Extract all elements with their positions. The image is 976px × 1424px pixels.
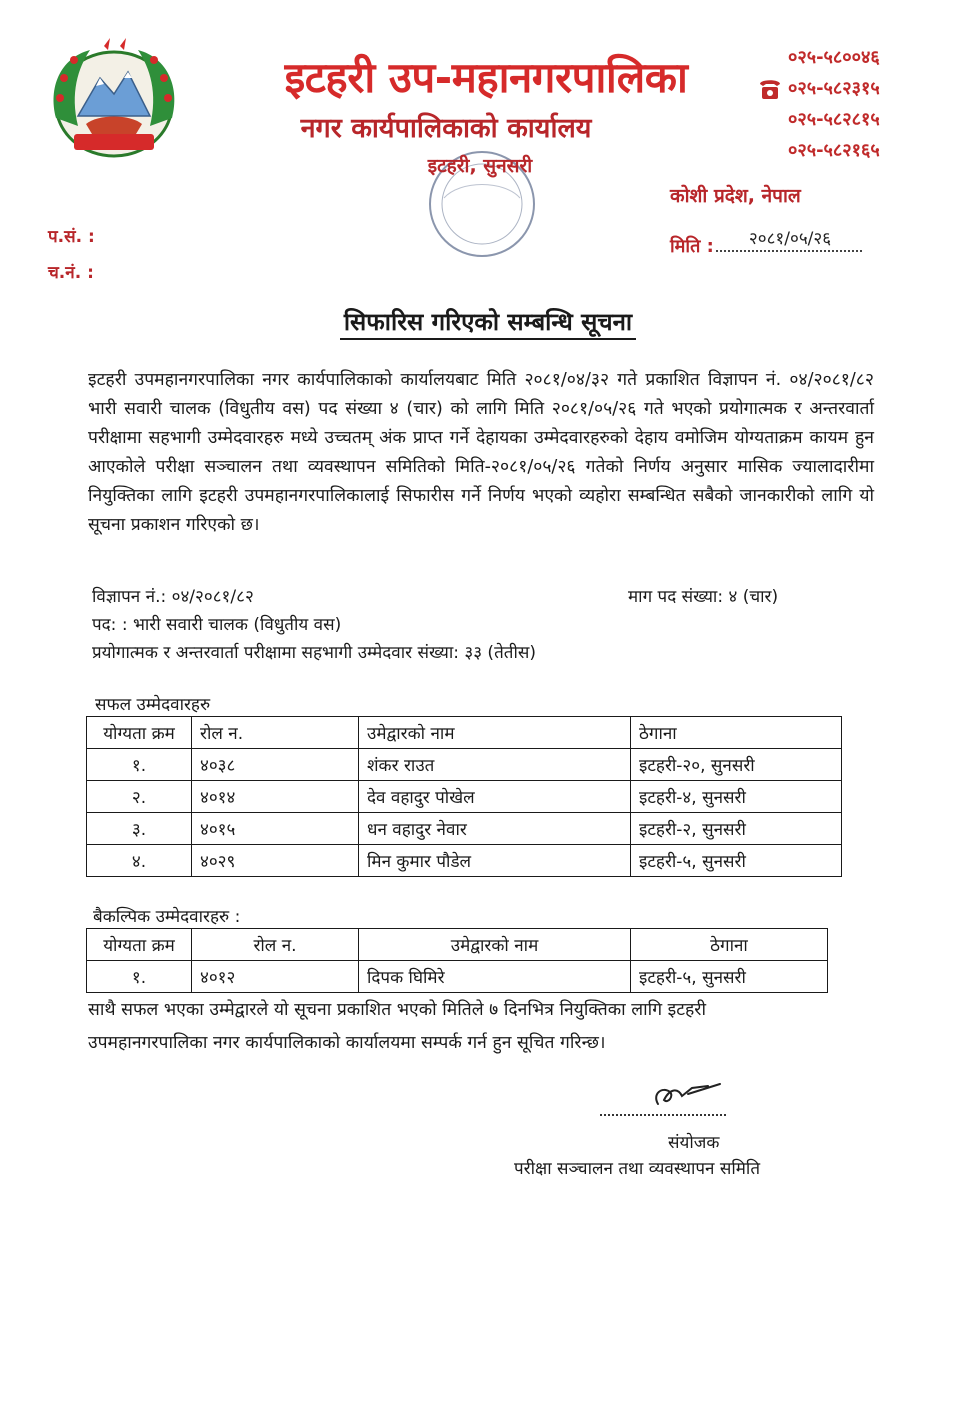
handwritten-signature — [648, 1074, 728, 1114]
cell-name: मिन कुमार पौडेल — [359, 845, 631, 877]
backup-candidates-label: बैकल्पिक उम्मेदवारहरु : — [93, 907, 241, 927]
phone-number: ०२५-५८२१६५ — [788, 140, 880, 161]
header-rank: योग्यता क्रम — [87, 929, 192, 961]
cell-name: शंकर राउत — [359, 749, 631, 781]
phone-number: ०२५-५८२८१५ — [788, 109, 880, 130]
table-row — [87, 961, 828, 993]
cell-address: इटहरी-४, सुनसरी — [631, 781, 842, 813]
signatory-committee: परीक्षा सञ्चालन तथा व्यवस्थापन समिति — [514, 1159, 761, 1179]
office-name: इटहरी उप-महानगरपालिका — [284, 53, 688, 102]
cell-rank: १. — [87, 749, 192, 781]
header-name: उमेद्वारको नाम — [359, 717, 631, 749]
cell-roll: ४०२९ — [192, 845, 359, 877]
cell-roll: ४०१२ — [192, 961, 359, 993]
advertisement-number: विज्ञापन नं.: ०४/२०८१/८२ — [92, 587, 254, 607]
table-header-row — [87, 929, 828, 961]
header-name: उमेद्वारको नाम — [359, 929, 631, 961]
table-row — [87, 749, 842, 781]
table-row — [87, 813, 842, 845]
phone-number: ०२५-५८००४६ — [788, 47, 880, 68]
cell-roll: ४०१४ — [192, 781, 359, 813]
header-address: ठेगाना — [631, 717, 842, 749]
table-row — [87, 845, 842, 877]
date-label: मिति : — [670, 236, 714, 257]
cell-name: धन वहादुर नेवार — [359, 813, 631, 845]
notice-title — [0, 305, 976, 338]
header-rank: योग्यता क्रम — [87, 717, 192, 749]
participant-count: प्रयोगात्मक र अन्तरवार्ता परीक्षामा सहभागी उम्मेदवार संख्या: ३३ (तेतीस) — [92, 643, 536, 663]
signatory-role: संयोजक — [668, 1133, 720, 1153]
closing-paragraph: साथै सफल भएका उम्मेद्वारले यो सूचना प्रकाशित भएको मितिले ७ दिनभित्र नियुक्तिका लागि इटहरी उपमहानगरपालिका नगर कार्यपालिकाको कार्यालयमा सम्पर्क गर्न हुन सूचित गरिन्छ। — [88, 1000, 706, 1053]
notice-body: इटहरी उपमहानगरपालिका नगर कार्यपालिकाको कार्यालयबाट मिति २०८१/०४/३२ गते प्रकाशित विज्ञापन नं. ०४/२०८१/८२ भारी सवारी चालक (विधुतीय वस) पद संख्या ४ (चार) को लागि मिति २०८१/०५/२६ गते भएको प्रयोगात्मक र अन्तरवार्ता परीक्षामा सहभागी उम्मेदवारहरु मध्ये उच्चतम् अंक प्राप्त गर्ने देहायका उम्मेदवारहरुको देहाय वमोजिम योग्यताक्रम कायम हुन आएकोले परीक्षा सञ्चालन तथा व्यवस्थापन समितिको मिति-२०८१/०५/२६ गतेको निर्णय अनुसार मासिक ज्यालादारीमा नियुक्तिका लागि इटहरी उपमहानगरपालिकालाई सिफारीस गर्ने निर्णय भएको व्यहोरा सम्बन्धित सबैको जानकारीको लागि यो सूचना प्रकाशन गरिएको छ। — [88, 370, 874, 535]
phone-list — [788, 42, 908, 166]
cell-rank: ३. — [87, 813, 192, 845]
telephone-icon — [757, 76, 783, 102]
date-dotted-line — [716, 250, 862, 252]
date-value: २०८१/०५/२६ — [748, 229, 832, 249]
letter-number-label: प.सं. : — [48, 227, 95, 247]
cell-rank: १. — [87, 961, 192, 993]
cell-address: इटहरी-२०, सुनसरी — [631, 749, 842, 781]
header-roll: रोल न. — [192, 929, 359, 961]
office-location: इटहरी, सुनसरी — [427, 155, 533, 177]
backup-candidates-table — [86, 928, 828, 993]
cell-address: इटहरी-५, सुनसरी — [631, 845, 842, 877]
dispatch-number-label: च.नं. : — [48, 263, 94, 283]
office-subtitle: नगर कार्यपालिकाको कार्यालय — [300, 113, 592, 144]
cell-roll: ४०३८ — [192, 749, 359, 781]
signature-dotted-line — [600, 1114, 726, 1116]
table-header-row — [87, 717, 842, 749]
cell-address: इटहरी-२, सुनसरी — [631, 813, 842, 845]
post-count: माग पद संख्या: ४ (चार) — [628, 587, 779, 607]
table-row — [87, 781, 842, 813]
successful-candidates-label: सफल उम्मेदवारहरु — [95, 695, 211, 715]
post-name: पद: : भारी सवारी चालक (विधुतीय वस) — [92, 615, 342, 635]
cell-address: इटहरी-५, सुनसरी — [631, 961, 828, 993]
cell-rank: ४. — [87, 845, 192, 877]
cell-roll: ४०१५ — [192, 813, 359, 845]
successful-candidates-table — [86, 716, 842, 877]
phone-number: ०२५-५८२३१५ — [788, 78, 880, 99]
province-label: कोशी प्रदेश, नेपाल — [670, 185, 801, 207]
header-roll: रोल न. — [192, 717, 359, 749]
cell-name: दिपक घिमिरे — [359, 961, 631, 993]
cell-name: देव वहादुर पोखेल — [359, 781, 631, 813]
nepal-emblem-logo — [38, 38, 190, 168]
notice-title-text: सिफारिस गरिएको सम्बन्धि सूचना — [340, 308, 636, 340]
header-address: ठेगाना — [631, 929, 828, 961]
cell-rank: २. — [87, 781, 192, 813]
